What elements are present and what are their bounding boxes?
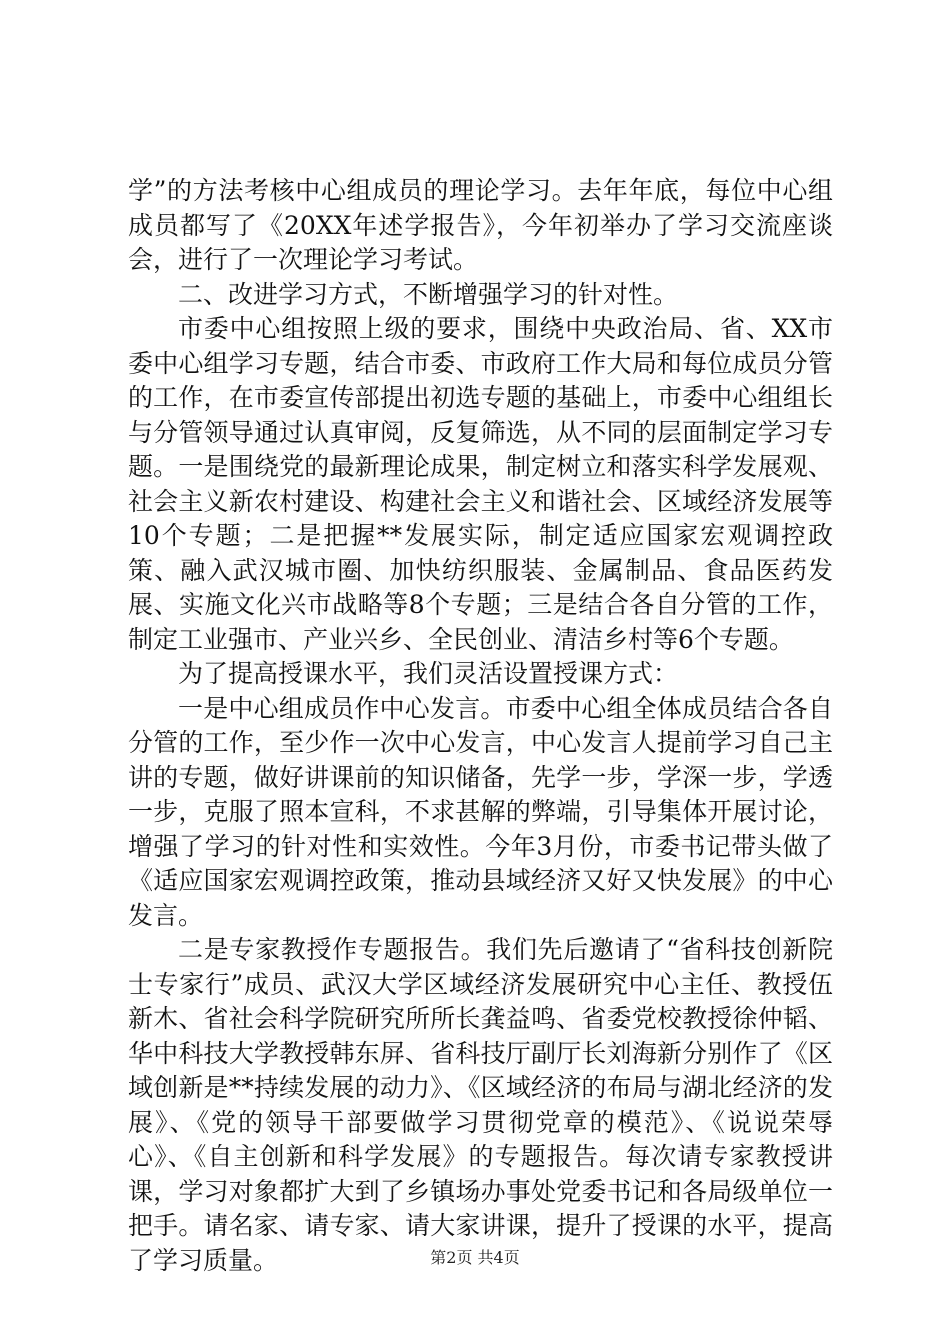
document-body (128, 174, 833, 1278)
paragraph-teaching-methods-intro: 为了提高授课水平，我们灵活设置授课方式： (178, 659, 679, 688)
paragraph-method-two: 二是专家教授作专题报告。我们先后邀请了“省科技创新院士专家行”成员、武汉大学区域经济发展研究中心主任、教授伍新木、省社会科学院研究所所长龚益鸣、省委党校教授徐仲韬、华中科技大学教授韩东屏、省科技厅副厅长刘海新分别作了《区域创新是**持续发展的动力》、《区域经济的布局与湖北经济的发展》、《党的领导干部要做学习贯彻党章的模范》、《说说荣辱心》、《自主创新和科学发展》的专题报告。每次请专家教授讲课，学习对象都扩大到了乡镇场办事处党委书记和各局级单位一把手。请名家、请专家、请大家讲课，提升了授课的水平，提高了学习质量。 (128, 935, 833, 1275)
paragraph-study-topics: 市委中心组按照上级的要求，围绕中央政治局、省、XX市委中心组学习专题，结合市委、市政府工作大局和每位成员分管的工作，在市委宣传部提出初选专题的基础上，市委中心组组长与分管领导通过认真审阅，反复筛选，从不同的层面制定学习专题。一是围绕党的最新理论成果，制定树立和落实科学发展观、社会主义新农村建设、构建社会主义和谐社会、区域经济发展等10个专题；二是把握**发展实际，制定适应国家宏观调控政策、融入武汉城市圈、加快纺织服装、金属制品、食品医药发展、实施文化兴市战略等8个专题；三是结合各自分管的工作，制定工业强市、产业兴乡、全民创业、清洁乡村等6个专题。 (128, 314, 833, 654)
section-heading: 二、改进学习方式，不断增强学习的针对性。 (178, 279, 679, 309)
paragraph-method-one: 一是中心组成员作中心发言。市委中心组全体成员结合各自分管的工作，至少作一次中心发言，中心发言人提前学习自己主讲的专题，做好讲课前的知识储备，先学一步，学深一步，学透一步，克服了照本宣科，不求甚解的弊端，引导集体开展讨论，增强了学习的针对性和实效性。今年3月份，市委书记带头做了《适应国家宏观调控政策，推动县域经济又好又快发展》的中心发言。 (128, 693, 833, 930)
page-number-footer: 第2页 共4页 (430, 1248, 520, 1267)
paragraph-continuation: 学”的方法考核中心组成员的理论学习。去年年底，每位中心组成员都写了《20XX年述学报告》，今年初举办了学习交流座谈会，进行了一次理论学习考试。 (128, 176, 833, 274)
